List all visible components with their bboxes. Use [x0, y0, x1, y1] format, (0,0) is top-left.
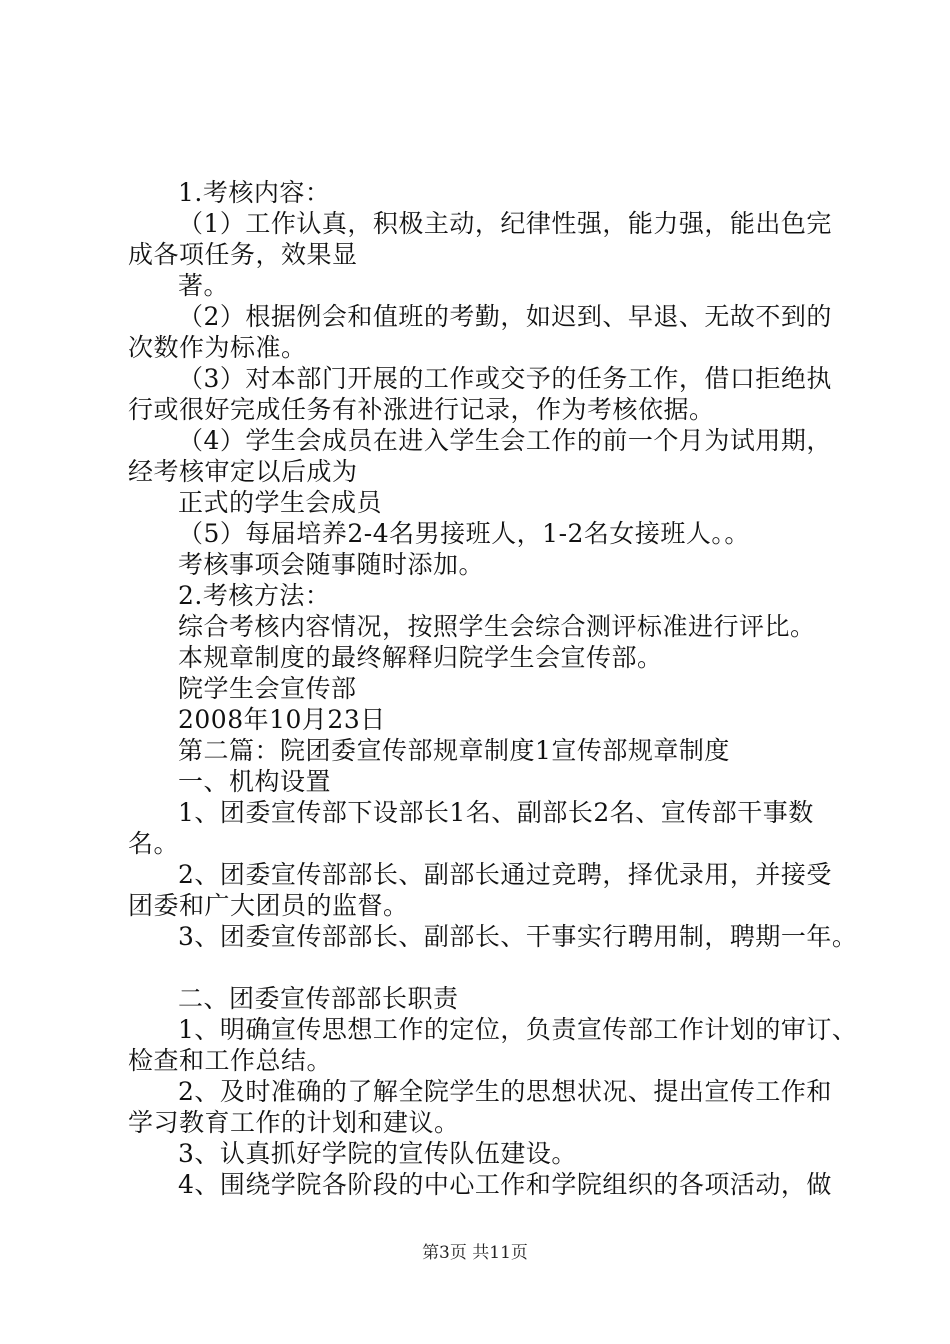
text-line: （2）根据例会和值班的考勤，如迟到、早退、无故不到的 — [178, 302, 832, 331]
text-line: 1、明确宣传思想工作的定位，负责宣传部工作计划的审订、 — [178, 1015, 858, 1044]
text-line: 3、认真抓好学院的宣传队伍建设。 — [178, 1139, 577, 1168]
text-line: 考核事项会随事随时添加。 — [178, 550, 485, 579]
text-line: 1.考核内容： — [178, 178, 331, 207]
text-line: 行或很好完成任务有补涨进行记录，作为考核依据。 — [128, 395, 715, 424]
text-line: 2、团委宣传部部长、副部长通过竞聘，择优录用，并接受 — [178, 860, 832, 889]
text-line: 次数作为标准。 — [128, 333, 307, 362]
text-line: 检查和工作总结。 — [128, 1046, 333, 1075]
text-line: 正式的学生会成员 — [178, 488, 383, 517]
section-heading: 二、团委宣传部部长职责 — [178, 984, 459, 1013]
text-line: 1、团委宣传部下设部长1名、副部长2名、宣传部干事数 — [178, 798, 814, 827]
text-line: （5）每届培养2-4名男接班人，1-2名女接班人。。 — [178, 519, 750, 548]
section-heading: 一、机构设置 — [178, 767, 332, 796]
text-line: 经考核审定以后成为 — [128, 457, 358, 486]
text-line: 3、团委宣传部部长、副部长、干事实行聘用制，聘期一年。 — [178, 922, 858, 951]
text-line: 2008年10月23日 — [178, 705, 386, 734]
text-line: （4）学生会成员在进入学生会工作的前一个月为试用期， — [178, 426, 832, 455]
text-line: （1）工作认真，积极主动，纪律性强，能力强，能出色完 — [178, 209, 832, 238]
page-number-footer: 第3页 共11页 — [422, 1243, 528, 1263]
text-line: 学习教育工作的计划和建议。 — [128, 1108, 460, 1137]
text-line: 综合考核内容情况，按照学生会综合测评标准进行评比。 — [178, 612, 816, 641]
text-line: 团委和广大团员的监督。 — [128, 891, 409, 920]
text-line: 2.考核方法： — [178, 581, 331, 610]
text-line: （3）对本部门开展的工作或交予的任务工作，借口拒绝执 — [178, 364, 832, 393]
text-line: 院学生会宣传部 — [178, 674, 357, 703]
text-line: 2、及时准确的了解全院学生的思想状况、提出宣传工作和 — [178, 1077, 832, 1106]
text-line: 成各项任务，效果显 — [128, 240, 358, 269]
text-line: 本规章制度的最终解释归院学生会宣传部。 — [178, 643, 663, 672]
text-line: 名。 — [128, 829, 180, 858]
text-line: 4、围绕学院各阶段的中心工作和学院组织的各项活动，做 — [178, 1170, 832, 1199]
text-line: 著。 — [178, 271, 230, 300]
section-heading: 第二篇：院团委宣传部规章制度1宣传部规章制度 — [178, 736, 730, 765]
